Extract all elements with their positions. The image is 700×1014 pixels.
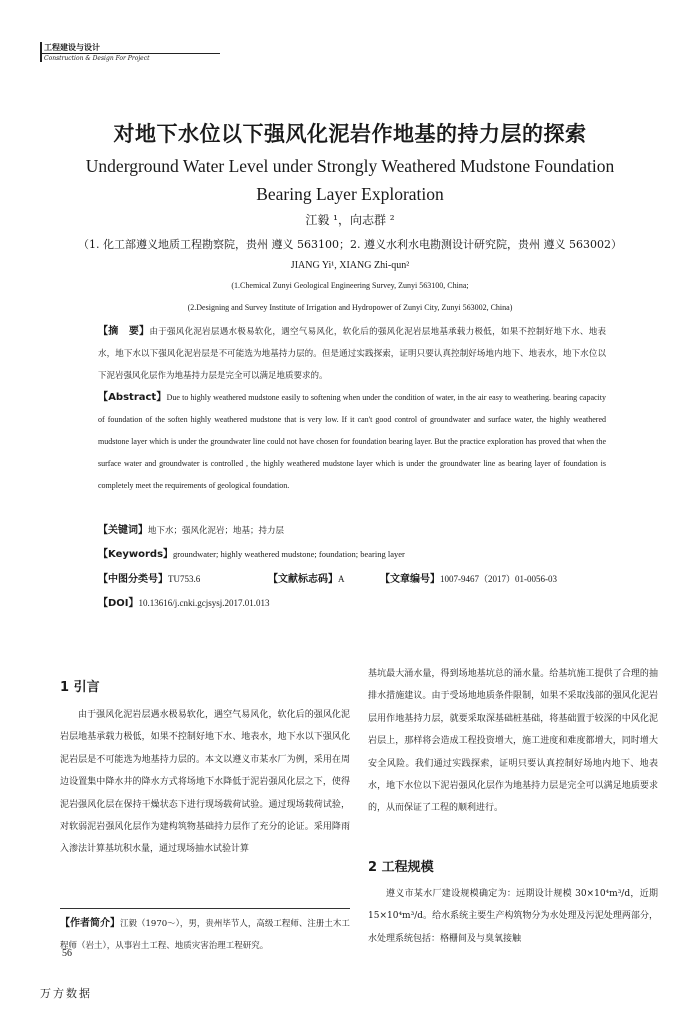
section-1-continued: 基坑最大涌水量，得到场地基坑总的涌水量。给基坑施工提供了合理的抽排水措施建议。由于受场地地质条件限制，如果不采取浅部的强风化泥岩层用作地基持力层，就要采取深基础桩基础，将基础置于较深的中风化泥岩层上，那样将会造成工程投资增大，施工进度和难度都增大，同时增大安全风险。我们通过实践探索，证明只要认真控制好场地内地下、地表水，地下水位以下泥岩强风化层作为地基持力层是完全可以满足地质要求的，从而保证了工程的顺利进行。	[368, 669, 658, 814]
keywords-en	[98, 545, 606, 560]
journal-accent-bar	[40, 42, 42, 62]
keywords-cn-text: 地下水；强风化泥岩；地基；持力层	[148, 526, 285, 536]
keywords-cn-label: 【关键词】	[98, 525, 148, 536]
abstract-cn-label: 【摘 要】	[98, 326, 150, 337]
section-2-heading: 2 工程规模	[368, 860, 434, 875]
journal-header	[40, 42, 220, 63]
article-label: 【文章编号】	[380, 574, 440, 585]
abstract-cn	[98, 321, 606, 387]
article-number	[380, 570, 557, 585]
clc-value: TU753.6	[168, 574, 201, 584]
author-bio-text: 江毅（1970～），男，贵州毕节人，高级工程师、注册土木工程师（岩土），从事岩土工程、地质灾害治理工程研究。	[60, 919, 350, 951]
keywords-en-label: 【Keywords】	[98, 549, 174, 560]
author-bio-label: 【作者简介】	[60, 918, 120, 929]
abstract-en-text: Due to highly weathered mudstone easily to softening when under the condition of water, in the air easy to weathering. bearing capacity of foundation of the soften highly weathered mudstone that is very low. If it can't good control of groundwater and surface water, the highly weathered mudstone layer which is under the groundwater line could not have chosen for foundation bearing layer. But the practice exploration has proved that when the surface water and groundwater is controlled , the highly weathered mudstone layer which is under the groundwater line as bearing layer of foundation is completely meet the requirements of geological foundation.	[98, 393, 606, 490]
title-en: Underground Water Level under Strongly Weathered Mudstone Foundation Bearing Layer Exploration	[85, 156, 615, 204]
keywords-cn	[98, 521, 606, 536]
clc-label: 【中图分类号】	[98, 574, 168, 585]
watermark: 万方数据	[40, 987, 92, 1000]
clc-code	[98, 570, 200, 585]
doi-line	[98, 594, 606, 609]
keywords-en-text: groundwater; highly weathered mudstone; foundation; bearing layer	[173, 549, 405, 559]
authors-en: JIANG Yi¹, XIANG Zhi-qun²	[290, 260, 410, 271]
doc-label: 【文献标志码】	[268, 574, 338, 585]
title-cn: 对地下水位以下强风化泥岩作地基的持力层的探索	[113, 122, 587, 146]
affiliation-en-2: (2.Designing and Survey Institute of Irrigation and Hydropower of Zunyi City, Zunyi 563002, China)	[187, 303, 513, 312]
abstract-en-label: 【Abstract】	[98, 392, 167, 403]
journal-name-en: Construction & Design For Project	[40, 53, 220, 63]
page-number: 56	[62, 948, 72, 959]
abstract-en	[98, 387, 606, 497]
article-value: 1007-9467（2017）01-0056-03	[440, 574, 557, 584]
document-code	[268, 570, 345, 585]
authors-cn: 江毅 ¹，向志群 ²	[305, 213, 395, 227]
doi-value: 10.13616/j.cnki.gcjsysj.2017.01.013	[138, 598, 270, 608]
footnote-divider	[60, 908, 350, 909]
doi-label: 【DOI】	[98, 598, 139, 609]
section-1-body: 由于强风化泥岩层遇水极易软化，遇空气易风化，软化后的强风化泥岩层地基承载力极低，如果不控制好地下水、地表水，地下水以下强风化泥岩层是不可能选为地基持力层的。本文以遵义市某水厂为例，采用在周边设置集中降水井的降水方式将场地下水降低于泥岩强风化层之下，使得泥岩强风化层在保持干燥状态下进行现场载荷试验。通过现场载荷试验，对软弱泥岩强风化层作为建构筑物基础持力层作了充分的论证。采用降雨入渗法计算基坑积水量，通过现场抽水试验计算	[60, 710, 350, 855]
affiliation-en-1: (1.Chemical Zunyi Geological Engineering Survey, Zunyi 563100, China;	[231, 281, 469, 290]
section-1-heading: 1 引言	[60, 680, 100, 695]
abstract-cn-text: 由于强风化泥岩层遇水极易软化，遇空气易风化，软化后的强风化泥岩层地基承载力极低，如果不控制好地下水、地表水，地下水以下强风化泥岩层是不可能选为地基持力层的。但是通过实践探索，证明只要认真控制好场地内地下、地表水，地下水位以下泥岩强风化层作为地基持力层是完全可以满足地质要求的。	[98, 327, 607, 381]
doc-value: A	[338, 574, 345, 584]
journal-name-cn: 工程建设与设计	[44, 43, 100, 52]
author-bio	[60, 913, 350, 957]
section-2-body: 遵义市某水厂建设规模确定为：远期设计规模 30×10⁴m³/d，近期 15×10⁴m³/d。给水系统主要生产构筑物分为水处理及污泥处理两部分，水处理系统包括：格栅间及与臭氧接触	[368, 889, 658, 944]
affiliation-cn: （1. 化工部遵义地质工程勘察院，贵州 遵义 563100；2. 遵义水利水电勘测设计研究院，贵州 遵义 563002）	[78, 238, 622, 251]
